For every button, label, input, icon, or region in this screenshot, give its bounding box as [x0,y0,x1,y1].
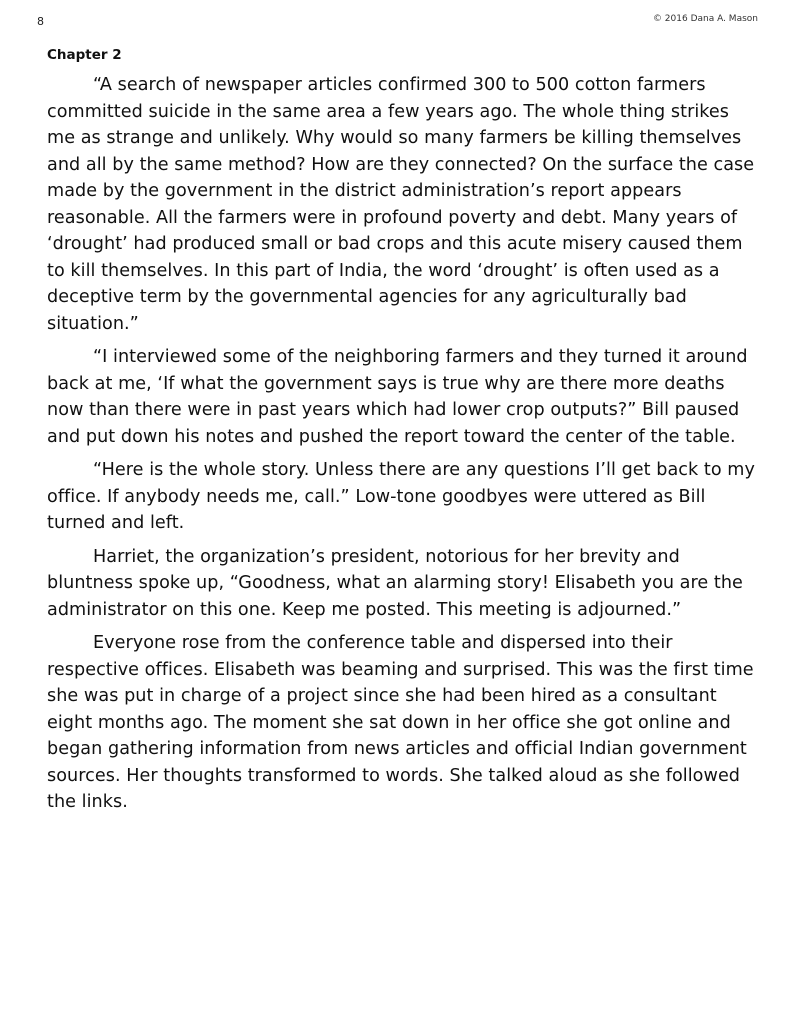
paragraph: “Here is the whole story. Unless there are any questions I’ll get back to my office. If anybody needs me, call.” Low-tone goodbyes were uttered as Bill turned and left. [47,460,755,533]
chapter-body [47,72,759,823]
paragraph: Harriet, the organization’s president, notorious for her brevity and bluntness spoke up, “Goodness, what an alarming story! Elisabeth you are the administrator on this one. Keep me posted. This meeting is adjourned.” [47,546,743,620]
page-number: 8 [37,15,44,28]
copyright-notice: © 2016 Dana A. Mason [652,14,758,24]
chapter-title: Chapter 2 [47,47,122,63]
paragraph: “I interviewed some of the neighboring farmers and they turned it around back at me, ‘If what the government says is true why are there more deaths now than there were in past years which had lower crop outputs?” Bill paused and put down his notes and pushed the report toward the center of the table. [47,347,748,447]
paragraph: Everyone rose from the conference table and dispersed into their respective offices. Elisabeth was beaming and surprised. This was the first time she was put in charge of a project since she had been hired as a consultant eight months ago. The moment she sat down in her office she got online and began gathering information from news articles and official Indian government sources. Her thoughts transformed to words. She talked aloud as she followed the links. [47,633,754,812]
paragraph: “A search of newspaper articles confirmed 300 to 500 cotton farmers committed suicide in the same area a few years ago. The whole thing strikes me as strange and unlikely. Why would so many farmers be killing themselves and all by the same method? How are they connected? On the surface the case made by the government in the district administration’s report appears reasonable. All the farmers were in profound poverty and debt. Many years of ‘drought’ had produced small or bad crops and this acute misery caused them to kill themselves. In this part of India, the word ‘drought’ is often used as a deceptive term by the governmental agencies for any agriculturally bad situation.” [47,75,755,334]
